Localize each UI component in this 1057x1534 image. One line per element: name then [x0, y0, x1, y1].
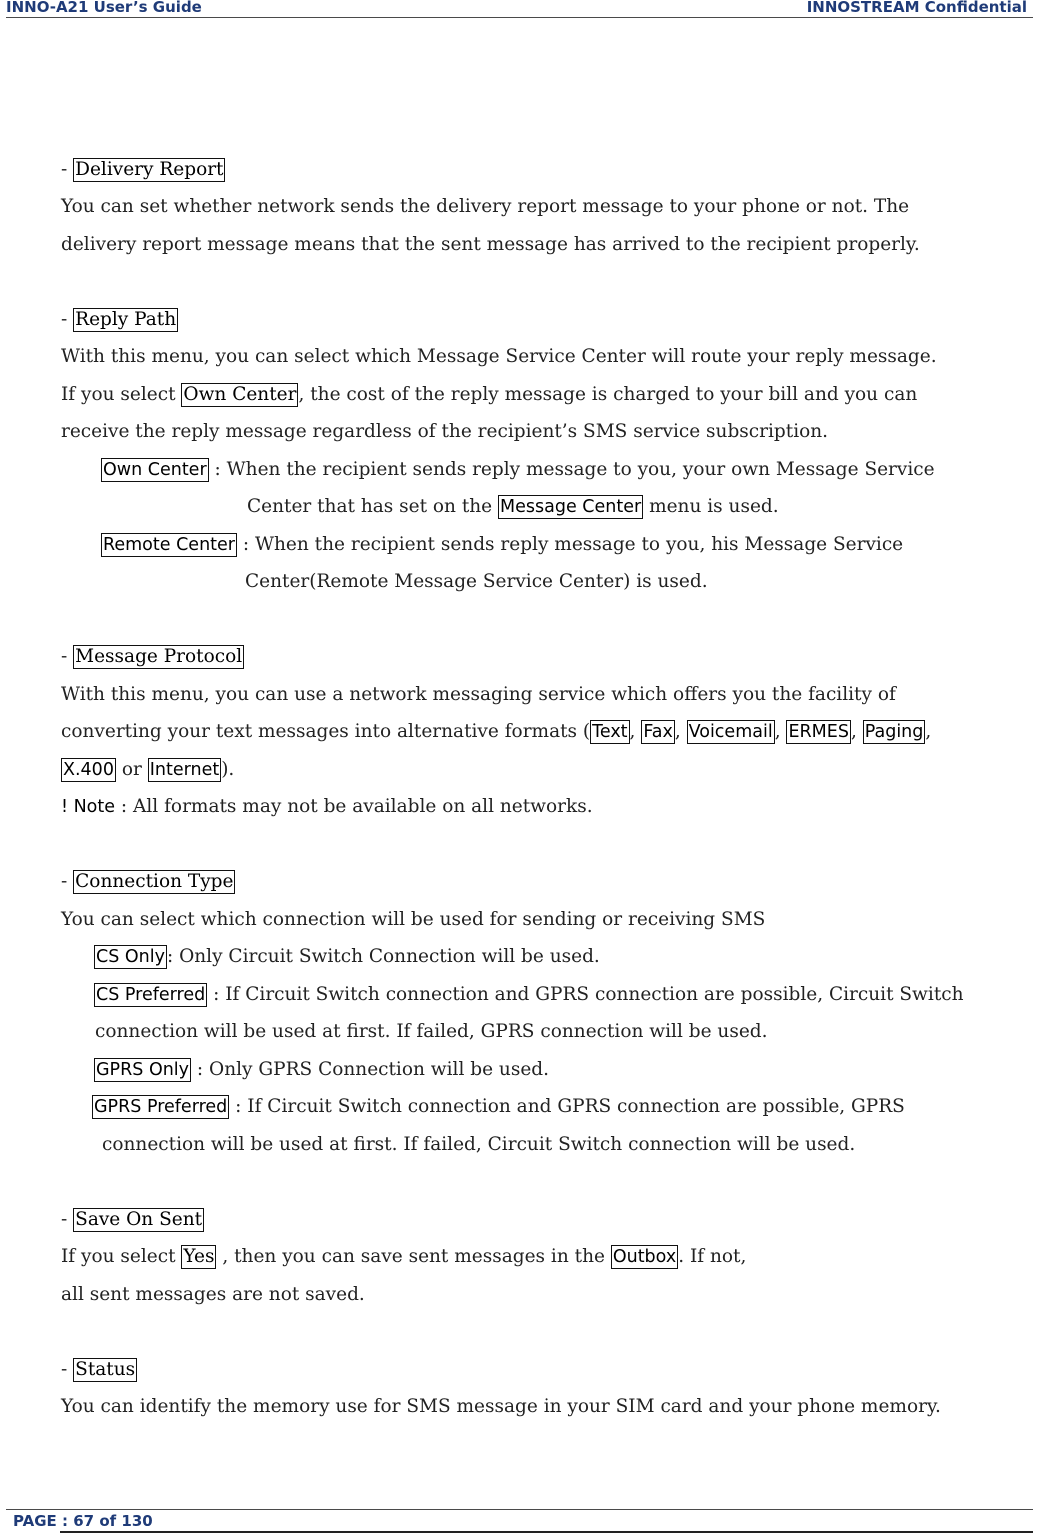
format-voicemail: Voicemail [688, 722, 773, 742]
remote-center-option-cont: Center(Remote Message Service Center) is used. [245, 571, 708, 592]
message-protocol-note: ! Note : All formats may not be available on all networks. [61, 796, 593, 817]
reply-path-line-1: With this menu, you can select which Message Service Center will route your reply message. [61, 346, 937, 367]
save-on-sent-title: Save On Sent [75, 1209, 203, 1230]
message-protocol-line-2: converting your text messages into alternative formats ( Text , Fax , Voicemail , ERMES , Paging , [61, 721, 932, 742]
connection-type-heading: - Connection Type [61, 871, 234, 892]
cs-preferred-option-cont: connection will be used at first. If failed, GPRS connection will be used. [95, 1021, 768, 1042]
gprs-preferred-option: GPRS Preferred : If Circuit Switch connection and GPRS connection are possible, GPRS [94, 1096, 905, 1117]
status-title: Status [75, 1359, 136, 1380]
status-line-1: You can identify the memory use for SMS message in your SIM card and your phone memory. [61, 1396, 941, 1417]
own-center-term: Own Center [183, 384, 297, 405]
remote-center-option: Remote Center : When the recipient sends reply message to you, his Message Service [103, 534, 904, 555]
page-number: PAGE : 67 of 130 [13, 1512, 153, 1530]
own-center-label: Own Center [103, 460, 207, 480]
footer-rule-top [6, 1509, 1033, 1510]
save-on-sent-line-1: If you select Yes , then you can save sent messages in the Outbox . If not, [61, 1246, 747, 1267]
gprs-only-label: GPRS Only [96, 1060, 190, 1080]
save-on-sent-heading: - Save On Sent [61, 1209, 203, 1230]
message-protocol-heading: - Message Protocol [61, 646, 243, 667]
message-protocol-line-1: With this menu, you can use a network messaging service which offers you the facility of [61, 684, 896, 705]
delivery-report-heading: - Delivery Report [61, 159, 224, 180]
note-label: ! Note [61, 797, 116, 817]
cs-preferred-option: CS Preferred : If Circuit Switch connection and GPRS connection are possible, Circuit Switch [96, 984, 964, 1005]
outbox-term: Outbox [612, 1247, 677, 1267]
reply-path-heading: - Reply Path [61, 309, 177, 330]
delivery-report-line-1: You can set whether network sends the delivery report message to your phone or not. The [61, 196, 910, 217]
format-internet: Internet [149, 760, 220, 780]
gprs-preferred-option-cont: connection will be used at first. If failed, Circuit Switch connection will be used. [102, 1134, 856, 1155]
footer-rule-bottom [60, 1531, 1033, 1533]
format-paging: Paging [864, 722, 924, 742]
format-text: Text [592, 722, 628, 742]
message-protocol-title: Message Protocol [75, 646, 243, 667]
delivery-report-title: Delivery Report [75, 159, 224, 180]
header-doc-title: INNO-A21 User’s Guide [6, 0, 202, 16]
own-center-option: Own Center : When the recipient sends reply message to you, your own Message Service [103, 459, 935, 480]
reply-path-line-3: receive the reply message regardless of the recipient’s SMS service subscription. [61, 421, 829, 442]
message-protocol-line-3: X.400 or Internet ). [63, 759, 235, 780]
delivery-report-line-2: delivery report message means that the sent message has arrived to the recipient properly. [61, 234, 920, 255]
reply-path-line-2: If you select Own Center , the cost of the reply message is charged to your bill and you can [61, 384, 918, 405]
format-fax: Fax [643, 722, 673, 742]
format-x400: X.400 [63, 760, 114, 780]
header-confidential: INNOSTREAM Confidential [806, 0, 1027, 16]
yes-term: Yes [183, 1246, 215, 1267]
save-on-sent-line-2: all sent messages are not saved. [61, 1284, 365, 1305]
status-heading: - Status [61, 1359, 136, 1380]
cs-only-label: CS Only [96, 947, 165, 967]
reply-path-title: Reply Path [75, 309, 177, 330]
own-center-option-cont: Center that has set on the Message Center menu is used. [247, 496, 779, 517]
cs-only-option: CS Only: Only Circuit Switch Connection will be used. [96, 946, 600, 967]
connection-type-title: Connection Type [75, 871, 234, 892]
connection-type-line-1: You can select which connection will be used for sending or receiving SMS [61, 909, 766, 930]
page-header [6, 0, 1033, 18]
remote-center-label: Remote Center [103, 535, 235, 555]
format-ermes: ERMES [788, 722, 849, 742]
gprs-preferred-label: GPRS Preferred [94, 1097, 228, 1117]
message-center-term: Message Center [500, 497, 642, 517]
cs-preferred-label: CS Preferred [96, 985, 206, 1005]
gprs-only-option: GPRS Only : Only GPRS Connection will be used. [96, 1059, 549, 1080]
